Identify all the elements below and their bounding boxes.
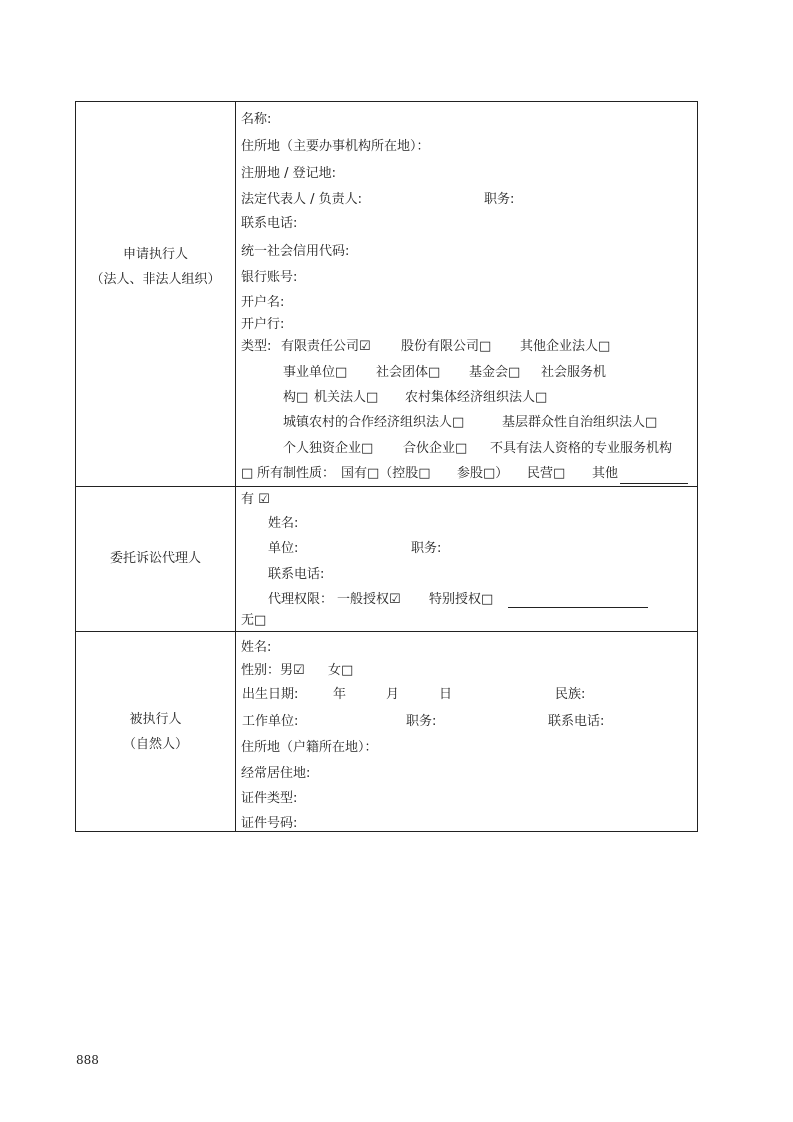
agent-has-checkbox[interactable]: 有 ☑	[241, 492, 270, 507]
type-social-service-checkbox[interactable]: 构□	[283, 390, 309, 405]
birth-day-label: 日	[439, 687, 453, 702]
agent-position-field: 职务:	[411, 541, 442, 556]
applicant-registered-place-field: 注册地 / 登记地:	[241, 166, 337, 181]
respondent-heading-line2: （自然人）	[122, 737, 188, 752]
respondent-gender-label: 性别：	[241, 663, 281, 678]
agent-phone-field: 联系电话:	[268, 567, 325, 582]
authority-general-checkbox[interactable]: 一般授权☑	[337, 592, 401, 607]
gender-male-checkbox[interactable]: 男☑	[280, 663, 305, 678]
respondent-birth-label: 出生日期:	[242, 687, 299, 702]
type-grassroots-checkbox[interactable]: 基层群众性自治组织法人□	[502, 415, 658, 430]
applicant-bank-account-field: 银行账号:	[241, 270, 298, 285]
respondent-heading	[76, 707, 235, 757]
ownership-label: 所有制性质：	[257, 466, 336, 481]
respondent-heading-line1: 被执行人	[129, 712, 182, 727]
type-public-institution-checkbox[interactable]: 事业单位□	[283, 365, 348, 380]
type-joint-stock-checkbox[interactable]: 股份有限公司□	[401, 339, 492, 354]
birth-month-label: 月	[386, 687, 400, 702]
applicant-type-label: 类型:	[241, 339, 272, 354]
respondent-id-type-field: 证件类型:	[241, 791, 298, 806]
respondent-id-number-field: 证件号码:	[241, 816, 298, 831]
respondent-phone-field: 联系电话:	[548, 714, 605, 729]
type-sole-proprietorship-checkbox[interactable]: 个人独资企业□	[283, 441, 374, 456]
authority-special-checkbox[interactable]: 特别授权□	[429, 592, 494, 607]
type-other-enterprise-checkbox[interactable]: 其他企业法人□	[520, 339, 611, 354]
respondent-name-field: 姓名:	[241, 640, 272, 655]
row-divider-applicant	[76, 486, 697, 487]
column-divider	[235, 102, 236, 831]
applicant-position-field: 职务:	[484, 192, 515, 207]
agent-none-checkbox[interactable]: 无□	[241, 613, 267, 628]
type-social-group-checkbox[interactable]: 社会团体□	[376, 365, 441, 380]
applicant-bank-field: 开户行:	[241, 317, 285, 332]
applicant-heading-line1: 申请执行人	[122, 247, 188, 262]
type-rural-collective-checkbox[interactable]: 农村集体经济组织法人□	[405, 390, 548, 405]
ownership-private-checkbox[interactable]: 民营□	[527, 466, 566, 481]
applicant-credit-code-field: 统一社会信用代码:	[241, 244, 350, 259]
agent-heading: 委托诉讼代理人	[109, 551, 201, 566]
applicant-heading-line2: （法人、非法人组织）	[90, 272, 221, 287]
agent-unit-field: 单位:	[268, 541, 299, 556]
ownership-state-checkbox[interactable]: 国有□（控股□	[341, 466, 431, 481]
applicant-heading	[76, 242, 235, 292]
respondent-work-unit-field: 工作单位:	[242, 714, 299, 729]
respondent-habitual-residence-field: 经常居住地:	[241, 766, 311, 781]
type-llc-checkbox[interactable]: 有限责任公司☑	[281, 339, 371, 354]
respondent-ethnicity-field: 民族:	[555, 687, 586, 702]
respondent-residence-field: 住所地（户籍所在地）：	[241, 740, 378, 755]
respondent-position-field: 职务:	[406, 714, 437, 729]
page-number: 888	[76, 1053, 99, 1067]
agent-name-field: 姓名:	[268, 516, 299, 531]
type-professional-service-checkbox[interactable]: □	[241, 466, 254, 481]
type-government-checkbox[interactable]: 机关法人□	[314, 390, 379, 405]
applicant-residence-field: 住所地（主要办事机构所在地）：	[241, 139, 430, 154]
type-social-service-text: 社会服务机	[541, 365, 607, 380]
birth-year-label: 年	[333, 687, 347, 702]
row-divider-agent	[76, 631, 697, 632]
type-partnership-checkbox[interactable]: 合伙企业□	[403, 441, 468, 456]
applicant-legal-rep-field: 法定代表人 / 负责人:	[241, 192, 363, 207]
applicant-account-name-field: 开户名:	[241, 295, 285, 310]
type-professional-service-text: 不具有法人资格的专业服务机构	[490, 441, 673, 456]
type-cooperative-checkbox[interactable]: 城镇农村的合作经济组织法人□	[283, 415, 465, 430]
agent-authority-label: 代理权限：	[268, 592, 334, 607]
gender-female-checkbox[interactable]: 女□	[328, 663, 354, 678]
type-foundation-checkbox[interactable]: 基金会□	[469, 365, 521, 380]
ownership-stake-checkbox[interactable]: 参股□）	[457, 466, 509, 481]
ownership-other-blank[interactable]	[620, 483, 688, 484]
ownership-other-label: 其他	[592, 466, 619, 481]
applicant-name-field: 名称:	[241, 112, 272, 127]
applicant-phone-field: 联系电话:	[241, 216, 298, 231]
authority-special-blank[interactable]	[508, 607, 648, 608]
